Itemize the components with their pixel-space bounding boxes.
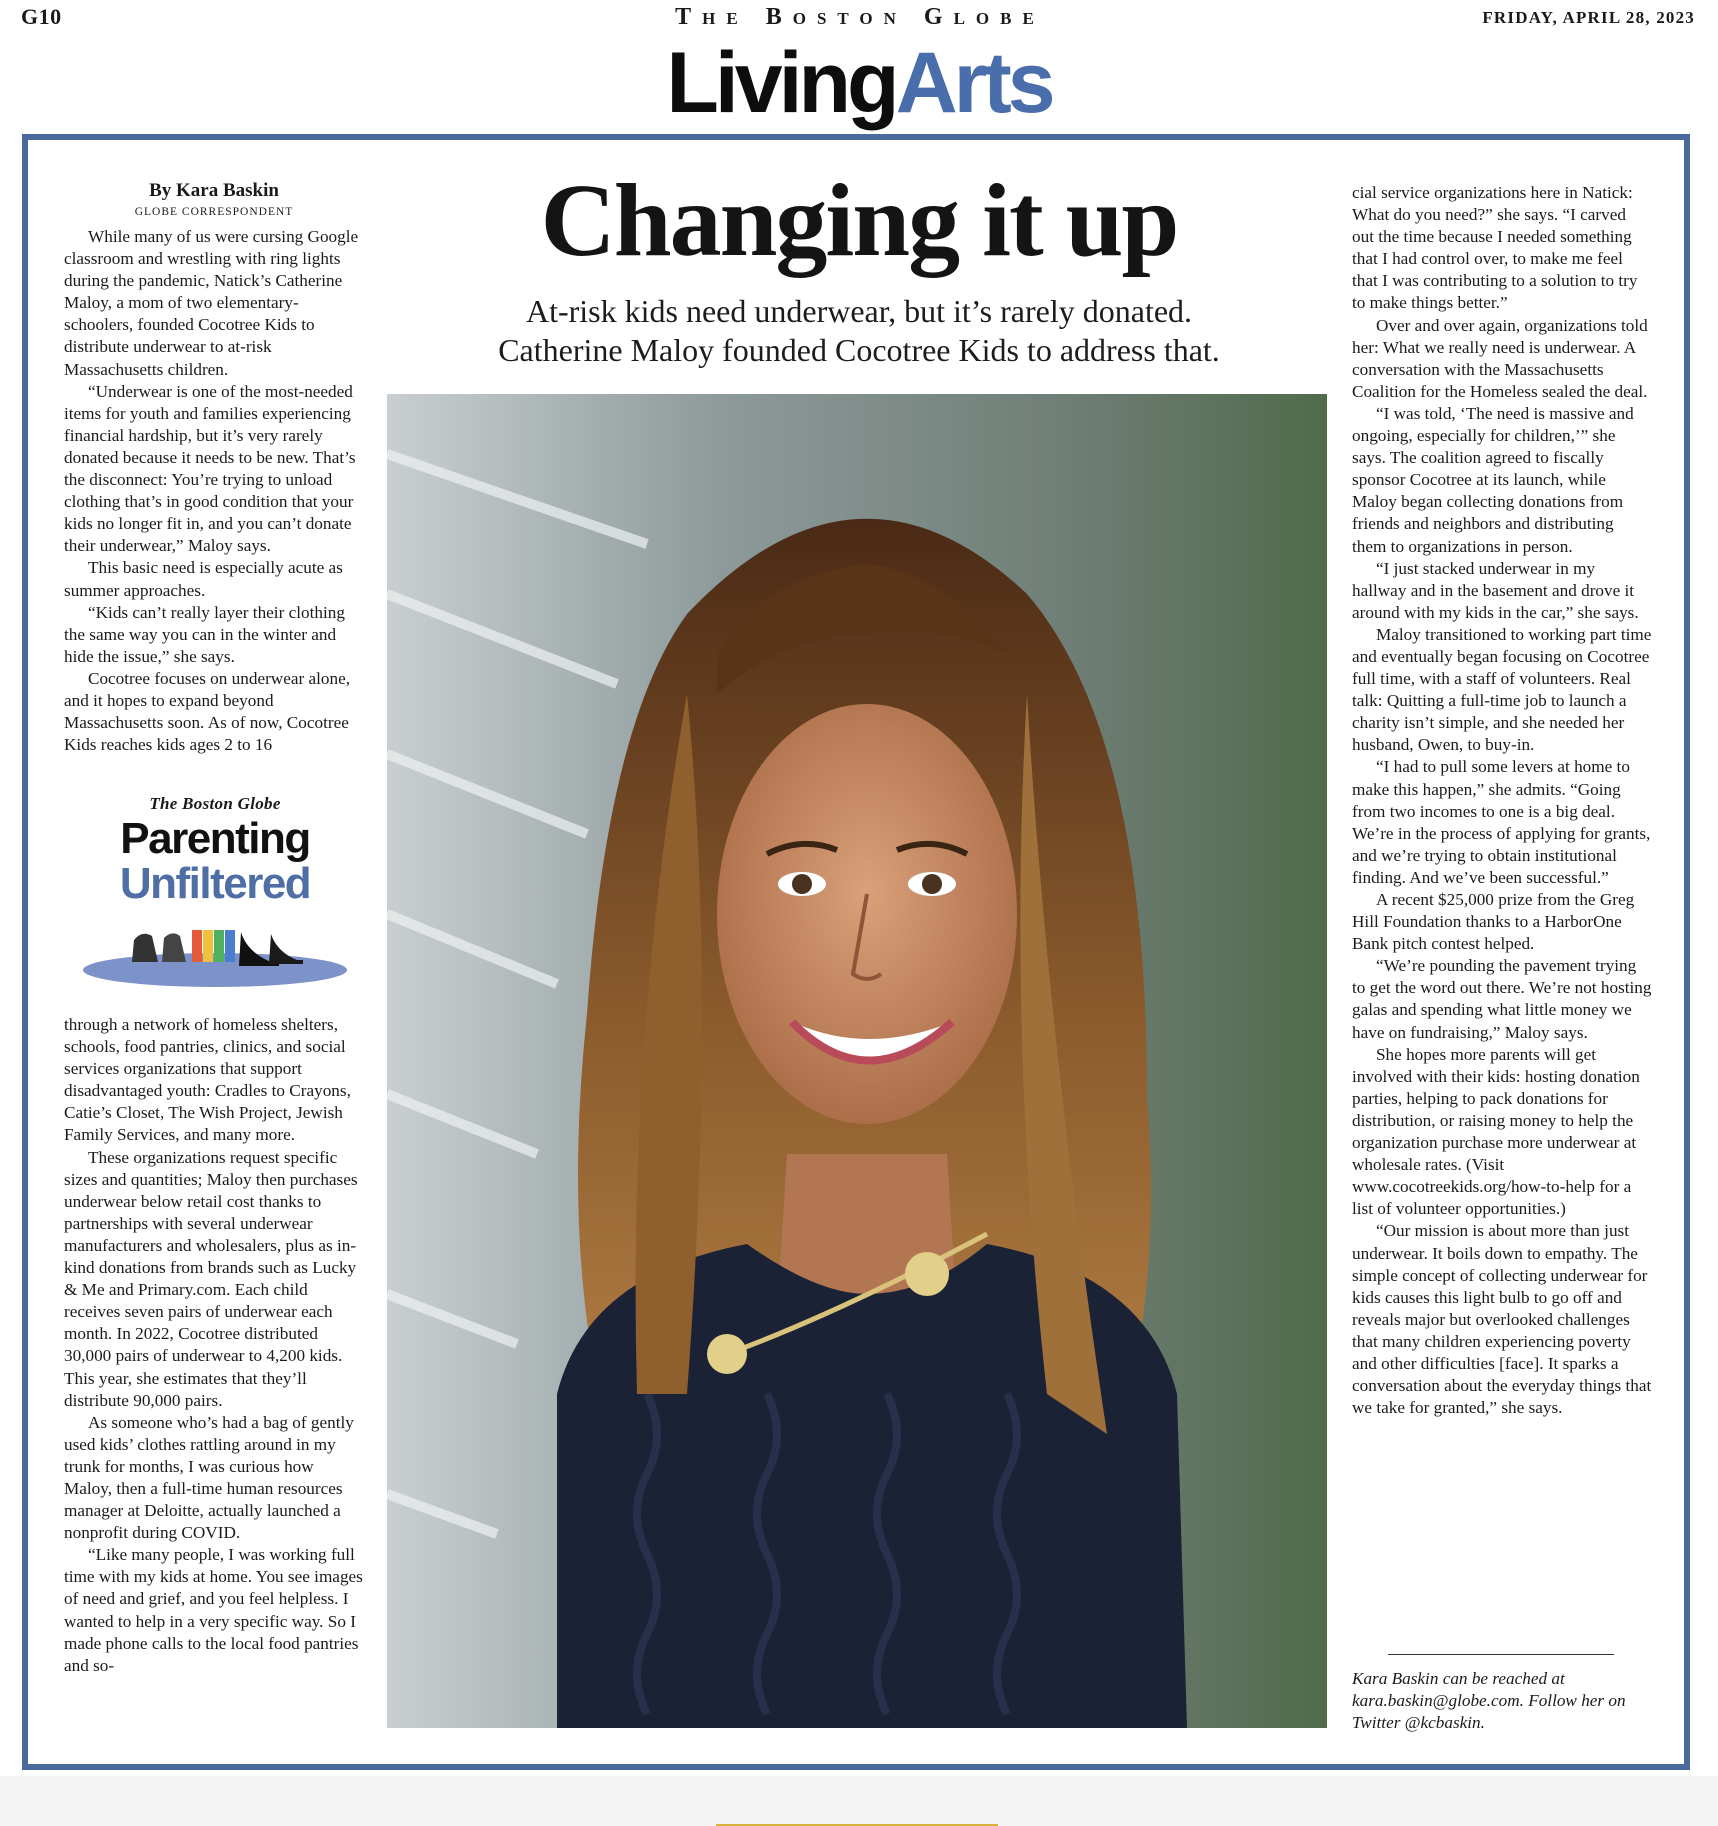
paragraph: “We’re pounding the pavement trying to get the word out there. We’re not hosting galas and spending what little money we have on fundraising,” Maloy says. [1352,956,1652,1042]
logo-parenting: Parenting [120,814,310,863]
paragraph: through a network of homeless shelters, schools, food pantries, clinics, and social services organizations that support disadvantaged youth: Cradles to Crayons, Catie’s Closet, The Wish Project, Jewish Family Services, and many more. [64,1015,351,1145]
article-column-right [1352,182,1652,1419]
paragraph: This basic need is especially acute as summer approaches. [64,558,343,600]
section-title [0,35,1718,131]
subheadline [388,292,1330,370]
paragraph: While many of us were cursing Google classroom and wrestling with ring lights during the pandemic, Natick’s Catherine Maloy, a mom of two elementary-schoolers, founded Cocotree Kids to distribute underwear to at-risk Massachusetts children. [64,227,359,379]
paragraph: “Underwear is one of the most-needed items for youth and families experiencing financial hardship, but it’s very rarely donated because it needs to be new. That’s the disconnect: You’re trying to unload clothing that’s in good condition that your kids no longer fit in, and you can’t donate their underwear,” Maloy says. [64,381,356,556]
paragraph: “I was told, ‘The need is massive and ongoing, especially for children,’” she says. The coalition agreed to fiscally sponsor Cocotree at its launch, while Maloy began collecting donations from friends and neighbors and distributing them to organizations in person. [1352,403,1634,556]
parenting-unfiltered-logo [70,790,360,995]
paragraph: Cocotree focuses on underwear alone, and it hopes to expand beyond Massachusetts soon. As of now, Cocotree Kids reaches kids ages 2 to 16 [64,668,351,755]
paragraph: “I had to pull some levers at home to make this happen,” she admits. “Going from two incomes to one is a big deal. We’re in the process of applying for grants, and we’re trying to obtain institutional finding. And we’ve been successful.” [1352,757,1651,887]
byline-name: By Kara Baskin [149,180,279,201]
portrait-photo-icon [387,394,1327,1728]
paragraph: As someone who’s had a bag of gently used kids’ clothes rattling around in my trunk for months, I was curious how Maloy, then a full-time human resources manager at Deloitte, actually launched a nonprofit during COVID. [64,1412,354,1543]
subheadline-line-1: At-risk kids need underwear, but it’s rarely donated. [525,293,1193,329]
publication-date: FRIDAY, APRIL 28, 2023 [1482,8,1695,27]
paragraph: “Like many people, I was working full time with my kids at home. You see images of need and grief, and you feel helpless. I wanted to help in a very specific way. So I made phone calls to the local food pantries and so- [64,1545,363,1675]
byline-role: GLOBE CORRESPONDENT [134,206,294,218]
section-title-arts: Arts [895,35,1052,131]
paragraph: She hopes more parents will get involved with their kids: hosting donation parties, helping to pack donations for distribution, or raising money to help the organization purchase more underwear at wholesale rates. (Visit www.cocotreekids.org/how-to-help for a list of volunteer opportunities.) [1352,1044,1640,1219]
paragraph: These organizations request specific sizes and quantities; Maloy then purchases underwear below retail cost thanks to partnerships with several underwear manufacturers and wholesalers, plus as in-kind donations from brands such as Lucky & Me and Primary.com. Each child receives seven pairs of underwear each month. In 2022, Cocotree distributed 30,000 pairs of underwear to 4,200 kids. This year, she estimates that they’ll distribute 90,000 pairs. [64,1147,358,1410]
author-signoff: Kara Baskin can be reached at kara.baskin@globe.com. Follow her on Twitter @kcbaskin. [1352,1669,1626,1733]
article-column-left-bottom [64,1014,364,1677]
section-title-living: Living [666,35,896,131]
subheadline-line-2: Catherine Maloy founded Cocotree Kids to address that. [498,332,1220,368]
headline: Changing it up [540,163,1178,278]
signoff-divider [1388,1654,1614,1655]
masthead [0,0,1718,40]
logo-unfiltered: Unfiltered [119,859,311,908]
paragraph: “Kids can’t really layer their clothing the same way you can in the winter and hide the issue,” she says. [64,602,345,666]
portrait-photo [387,394,1327,1728]
article-column-left-top [64,226,364,756]
paragraph: “Our mission is about more than just underwear. It boils down to empathy. The simple concept of collecting underwear for kids causes this light bulb to go off and reveals major but overlooked challenges that many children experiencing poverty and other difficulties [face]. It sparks a conversation about the everyday things that we take for granted,” she says. [1352,1221,1652,1418]
paragraph: “I just stacked underwear in my hallway and in the basement and drove it around with my kids in the car,” she says. [1352,558,1639,622]
paragraph: cial service organizations here in Natick: What do you need?” she says. “I carved out the time because I needed something that I had control over, to make me feel that I was contributing to a solution to try to make things better.” [1352,183,1638,313]
byline [64,180,364,220]
shoes-logo-icon [76,918,354,988]
paragraph: Over and over again, organizations told her: What we really need is underwear. A conversation with the Massachusetts Coalition for the Homeless sealed the deal. [1352,315,1648,401]
page-number: G10 [21,4,62,29]
paper-name: The Boston Globe [675,4,1045,30]
logo-paper-name: The Boston Globe [149,794,281,813]
paragraph: A recent $25,000 prize from the Greg Hill Foundation thanks to a HarborOne Bank pitch contest helped. [1352,890,1635,954]
paragraph: Maloy transitioned to working part time and eventually began focusing on Cocotree full time, with a staff of volunteers. Real talk: Quitting a full-time job to launch a charity isn’t simple, and she needed her husband, Owen, to buy-in. [1352,624,1652,755]
